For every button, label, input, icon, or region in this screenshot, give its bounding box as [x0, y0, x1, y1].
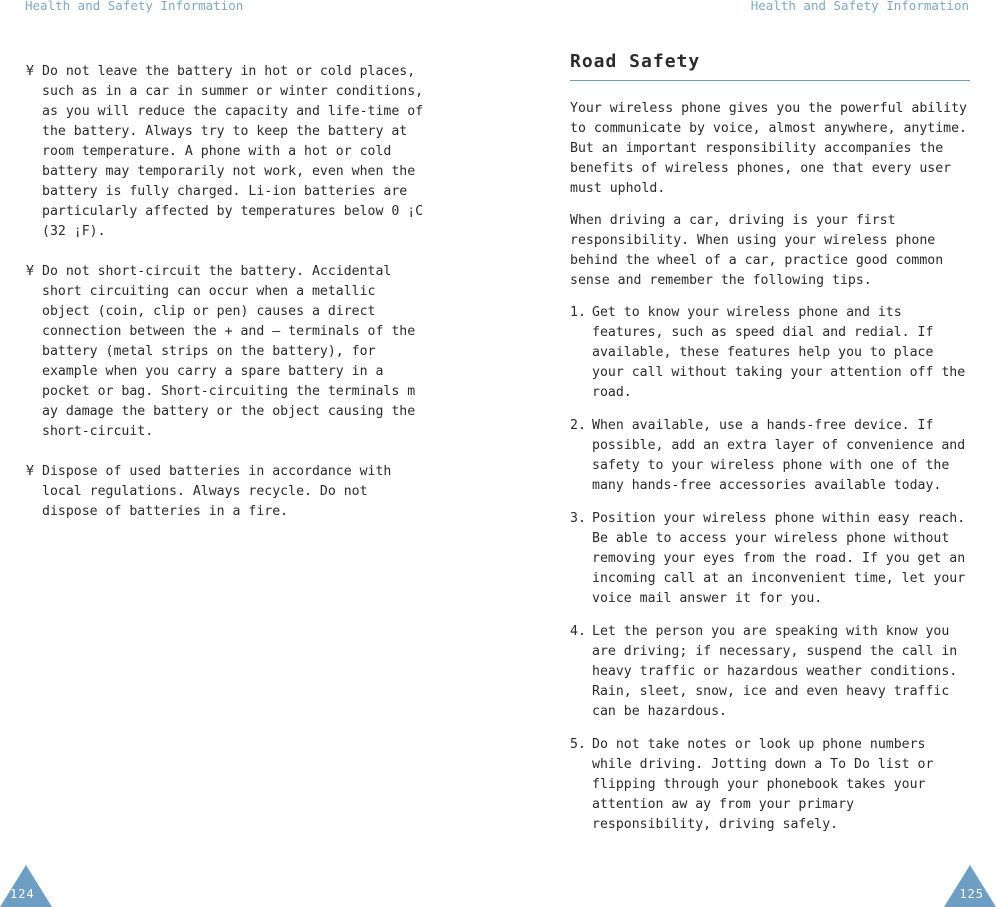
- tip-text: When available, use a hands-free device. If possible, add an extra layer of convenience and safety to your wireless phone with one of the many hands-free accessories available today.: [592, 418, 966, 493]
- running-header-right: Health and Safety Information: [750, 0, 969, 13]
- battery-bullet-item: [26, 62, 426, 242]
- left-page-content: [26, 62, 426, 542]
- bullet-icon: ¥: [26, 464, 34, 479]
- road-safety-tips-list: [570, 303, 970, 835]
- tip-number: 3.: [570, 511, 586, 526]
- bullet-icon: ¥: [26, 64, 34, 79]
- tip-item: [570, 735, 970, 835]
- running-header-left: Health and Safety Information: [25, 0, 244, 13]
- right-page-content: [570, 50, 970, 848]
- intro-paragraph: Your wireless phone gives you the powerful ability to communicate by voice, almost anywhere, anytime. But an important responsibility accompanies the benefits of wireless phones, one that every user must uphold.: [570, 101, 967, 196]
- page-number-left: 124: [10, 887, 35, 901]
- battery-bullet-item: [26, 462, 426, 522]
- intro-paragraph: When driving a car, driving is your first responsibility. When using your wireless phone behind the wheel of a car, practice good common sense and remember the following tips.: [570, 213, 944, 288]
- tip-text: Do not take notes or look up phone numbers while driving. Jotting down a To Do list or flipping through your phonebook takes your attention aw ay from your primary responsibility, driving safely.: [592, 737, 934, 832]
- tip-number: 4.: [570, 624, 586, 639]
- tip-text: Get to know your wireless phone and its features, such as speed dial and redial. If available, these features help you to place your call without taking your attention off the road.: [592, 305, 966, 400]
- bullet-text: Dispose of used batteries in accordance with local regulations. Always recycle. Do not dispose of batteries in a fire.: [42, 464, 392, 519]
- bullet-icon: ¥: [26, 264, 34, 279]
- page-number-right: 125: [959, 887, 984, 901]
- tip-item: [570, 622, 970, 722]
- tip-number: 1.: [570, 305, 586, 320]
- tip-item: [570, 303, 970, 403]
- tip-text: Position your wireless phone within easy reach. Be able to access your wireless phone without removing your eyes from the road. If you get an incoming call at an inconvenient time, let your voice mail answer it for you.: [592, 511, 966, 606]
- tip-item: [570, 416, 970, 496]
- bullet-text: Do not leave the battery in hot or cold places, such as in a car in summer or winter conditions, as you will reduce the capacity and life-time of the battery. Always try to keep the battery at room temperature. A phone with a hot or cold battery may temporarily not work, even when the battery is fully charged. Li-ion batteries are particularly affected by temperatures below 0 ¡C (32 ¡F).: [42, 64, 424, 239]
- bullet-text: Do not short-circuit the battery. Accidental short circuiting can occur when a metallic object (coin, clip or pen) causes a direct connection between the + and – terminals of the battery (metal strips on the battery), for example when you carry a spare battery in a pocket or bag. Short-circuiting the terminals m ay damage the battery or the object causing the short-circuit.: [42, 264, 416, 439]
- battery-bullet-item: [26, 262, 426, 442]
- tip-text: Let the person you are speaking with know you are driving; if necessary, suspend the call in heavy traffic or hazardous weather conditions. Rain, sleet, snow, ice and even heavy traffic can be hazardous.: [592, 624, 958, 719]
- section-title: Road Safety: [570, 50, 970, 81]
- tip-number: 5.: [570, 737, 586, 752]
- tip-item: [570, 509, 970, 609]
- tip-number: 2.: [570, 418, 586, 433]
